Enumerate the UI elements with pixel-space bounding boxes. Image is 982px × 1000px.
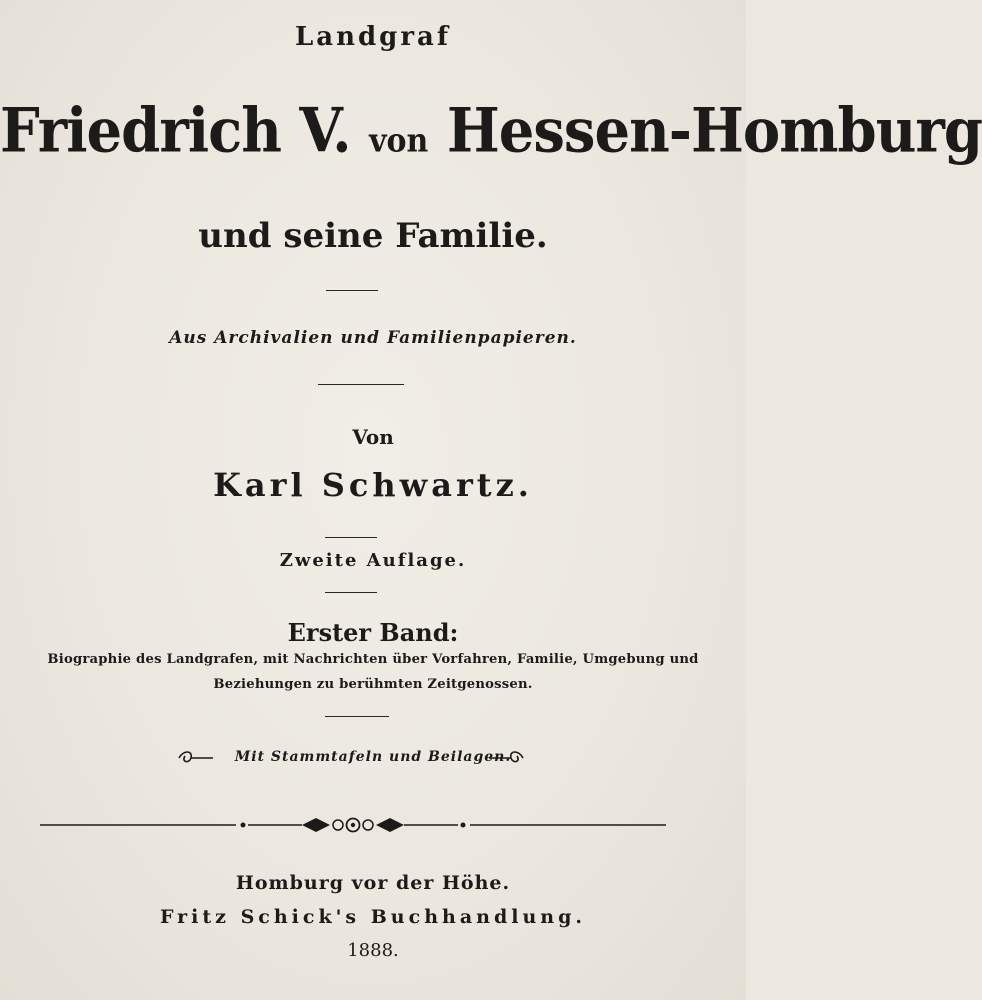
divider-rule-1 [326, 290, 378, 291]
supplements-note: Mit Stammtafeln und Beilagen. [234, 749, 512, 765]
author-name: Karl Schwartz. [213, 466, 533, 504]
volume-heading: Erster Band: [287, 618, 459, 647]
title-name: Friedrich V. [0, 95, 351, 167]
main-title [0, 95, 982, 167]
publication-year: 1888. [347, 940, 399, 961]
volume-description-line-1: Biographie des Landgrafen, mit Nachrichten über Vorfahren, Familie, Umgebung und [47, 652, 699, 667]
title-von: von [369, 122, 429, 161]
publication-place: Homburg vor der Höhe. [235, 872, 511, 894]
pretitle: Landgraf [294, 22, 452, 52]
volume-description-line-2: Beziehungen zu berühmten Zeitgenossen. [213, 677, 533, 692]
subtitle: und seine Familie. [198, 216, 548, 256]
publisher: Fritz Schick's Buchhandlung. [160, 906, 586, 928]
decorative-divider-icon [40, 812, 666, 842]
divider-rule-3 [325, 537, 377, 538]
title-house: Hessen-Homburg [446, 95, 982, 167]
divider-rule-2 [318, 384, 404, 385]
source-note: Aus Archivalien und Familienpapieren. [169, 328, 577, 348]
edition: Zweite Auflage. [279, 550, 467, 571]
divider-rule-4 [325, 592, 377, 593]
by-line: Von [352, 425, 394, 449]
divider-rule-5 [325, 716, 389, 717]
